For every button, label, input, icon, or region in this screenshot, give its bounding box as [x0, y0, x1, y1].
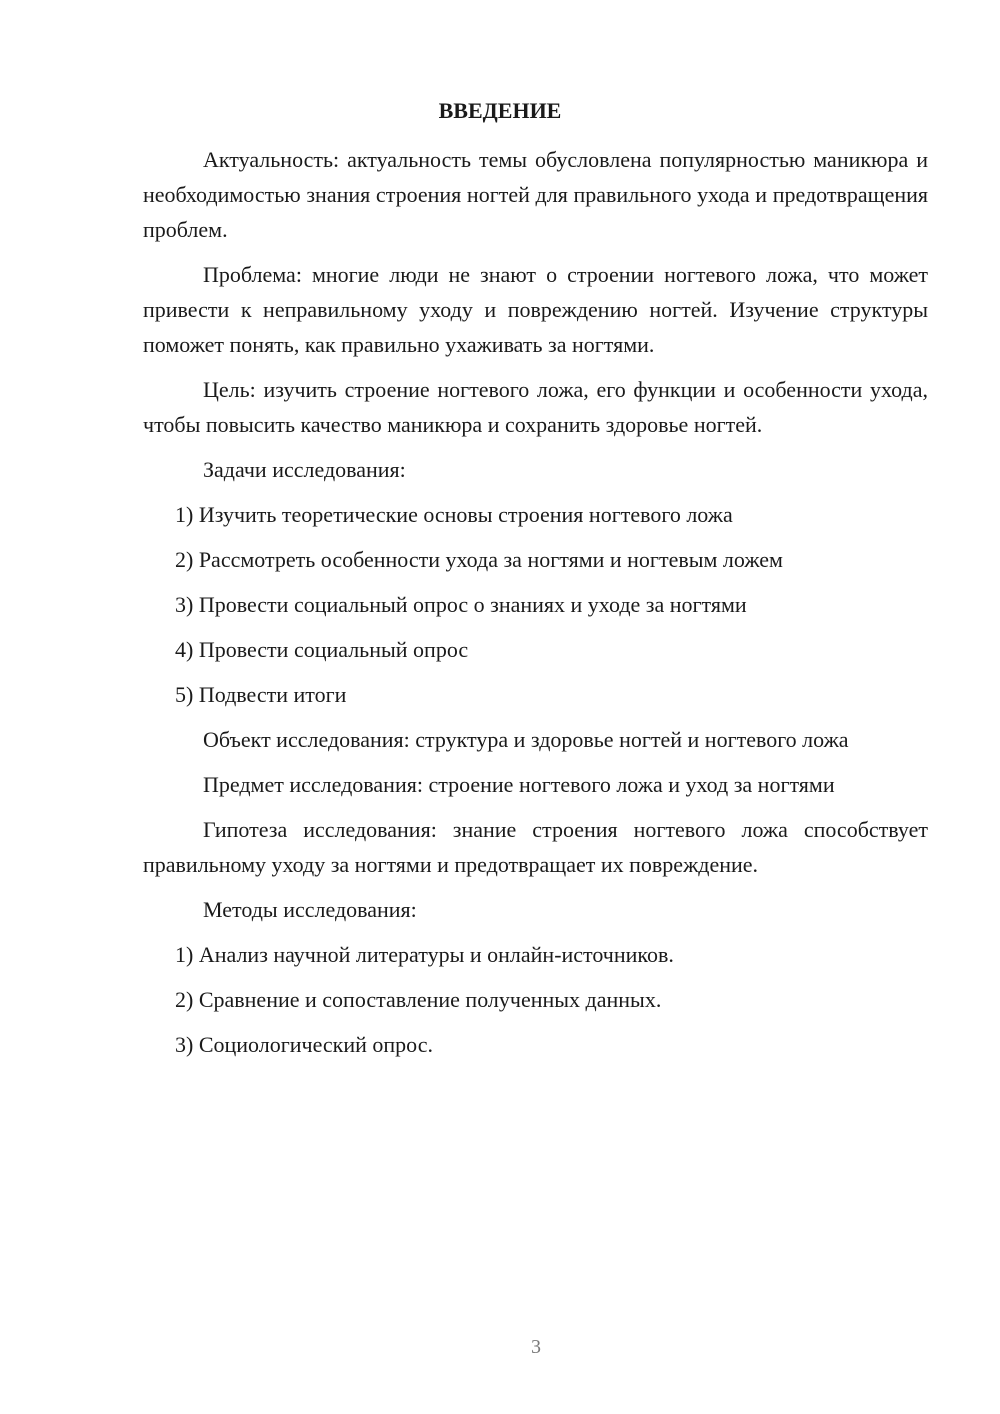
- problem-paragraph: Проблема: многие люди не знают о строении ногтевого ложа, что может привести к неправильному уходу и повреждению ногтей. Изучение структуры поможет понять, как правильно ухаживать за ногтями.: [143, 262, 928, 357]
- hypothesis-paragraph: Гипотеза исследования: знание строения ногтевого ложа способствует правильному уходу за ногтями и предотвращает их повреждение.: [143, 817, 928, 877]
- tasks-list: [143, 497, 928, 712]
- list-item: 2) Рассмотреть особенности ухода за ногтями и ногтевым ложем: [175, 547, 783, 572]
- list-item: 3) Провести социальный опрос о знаниях и уходе за ногтями: [175, 592, 747, 617]
- goal-paragraph: Цель: изучить строение ногтевого ложа, его функции и особенности ухода, чтобы повысить качество маникюра и сохранить здоровье ногтей.: [143, 377, 928, 437]
- object-paragraph: Объект исследования: структура и здоровье ногтей и ногтевого ложа: [203, 727, 849, 752]
- list-item: 1) Изучить теоретические основы строения ногтевого ложа: [175, 502, 733, 527]
- page-number: 3: [531, 1336, 541, 1358]
- document-body: [143, 142, 928, 1072]
- relevance-paragraph: Актуальность: актуальность темы обусловлена популярностью маникюра и необходимостью знания строения ногтей для правильного ухода и предотвращения проблем.: [143, 147, 928, 242]
- list-item: 2) Сравнение и сопоставление полученных данных.: [175, 987, 662, 1012]
- list-item: 5) Подвести итоги: [175, 682, 347, 707]
- page-title: ВВЕДЕНИЕ: [438, 98, 562, 123]
- list-item: 4) Провести социальный опрос: [175, 637, 469, 662]
- tasks-heading: Задачи исследования:: [203, 457, 406, 482]
- subject-paragraph: Предмет исследования: строение ногтевого ложа и уход за ногтями: [203, 772, 835, 797]
- methods-list: [143, 937, 928, 1062]
- list-item: 1) Анализ научной литературы и онлайн-источников.: [175, 942, 674, 967]
- list-item: 3) Социологический опрос.: [175, 1032, 433, 1057]
- methods-heading: Методы исследования:: [203, 897, 417, 922]
